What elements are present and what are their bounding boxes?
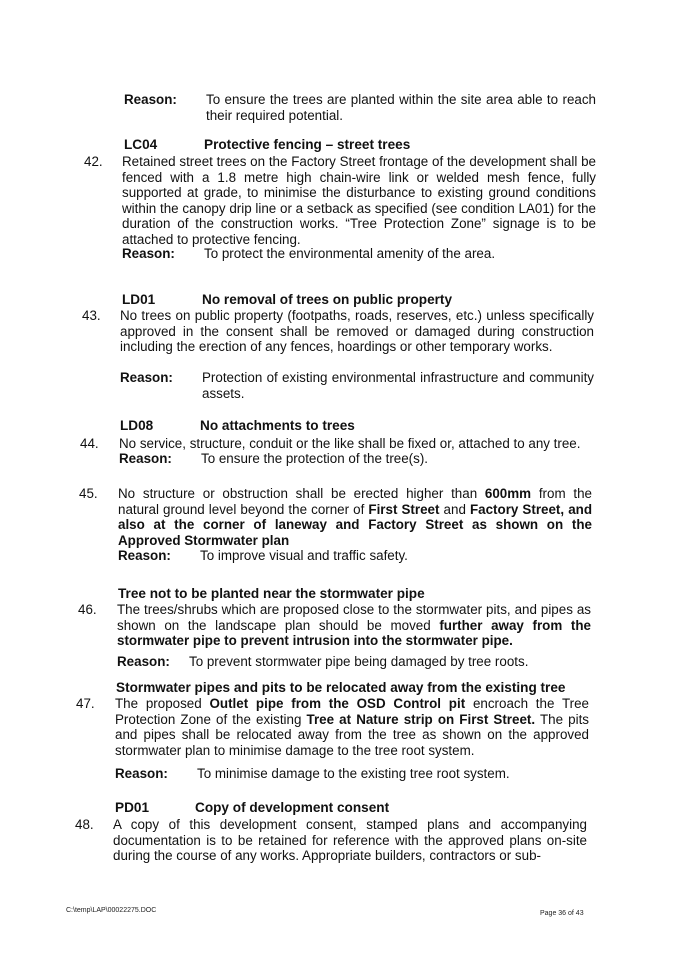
reason-label: Reason: [119,451,172,466]
condition-48-number: 48. [75,817,94,832]
reason-label: Reason: [115,766,168,781]
footer-file-path: C:\temp\LAP\00022275.DOC [66,907,157,914]
condition-43-title: No removal of trees on public property [202,292,453,307]
condition-47-body: The proposed Outlet pipe from the OSD Control pit encroach the Tree Protection Zone of the existing Tree at Nature strip on First Street. The pits and pipes shall be relocated away from the tree as shown on the approved stormwater plan to minimise damage to the tree root system. [115,696,589,758]
condition-43-heading [122,292,452,307]
condition-42-title: Protective fencing – street trees [204,137,411,152]
condition-43-code: LD01 [122,292,156,307]
condition-42-code: LC04 [124,137,158,152]
condition-46-reason [117,654,591,672]
condition-45-reason [118,548,592,566]
reason-text: To ensure the trees are planted within the site area able to reach their required potential. [206,92,596,123]
reason-label: Reason: [120,370,173,385]
reason-text: To prevent stormwater pipe being damaged by tree roots. [189,654,529,669]
condition-43-body: No trees on public property (footpaths, roads, reserves, etc.) unless specifically approved in the consent shall be removed or damaged during construction including the erection of any fences, hoardings or other temporary works. [120,308,594,355]
condition-44-body: No service, structure, conduit or the like shall be fixed or, attached to any tree. [119,436,581,451]
condition-46-body: The trees/shrubs which are proposed close to the stormwater pits, and pipes as shown on the landscape plan should be moved further away from the stormwater pipe to prevent intrusion into the stormwater pipe. [117,602,591,649]
reason-text: To ensure the protection of the tree(s). [201,451,429,466]
condition-47-reason [115,766,589,784]
condition-43-reason [120,370,594,404]
condition-44-heading [120,418,355,433]
reason-text: To minimise damage to the existing tree root system. [197,766,510,781]
reason-label: Reason: [117,654,170,669]
condition-44-number: 44. [80,436,99,451]
footer-page-number: Page 36 of 43 [540,910,584,917]
reason-text: Protection of existing environmental infrastructure and community assets. [202,370,594,401]
condition-47-heading: Stormwater pipes and pits to be relocated away from the existing tree [116,680,566,695]
condition-48-heading [115,800,389,815]
condition-44-code: LD08 [120,418,154,433]
condition-46-heading: Tree not to be planted near the stormwater pipe [118,586,425,601]
condition-42-number: 42. [84,154,103,169]
condition-48-title: Copy of development consent [195,800,390,815]
reason-top [124,92,596,126]
condition-42-body: Retained street trees on the Factory Street frontage of the development shall be fenced with a 1.8 metre high chain-wire link or welded mesh fence, fully supported at grade, to minimise the disturbance to existing ground conditions within the canopy drip line or a setback as specified (see condition LA01) for the duration of the construction works. “Tree Protection Zone” signage is to be attached to protective fencing. [122,154,596,247]
condition-46-number: 46. [78,602,97,617]
condition-45-body: No structure or obstruction shall be erected higher than 600mm from the natural ground level beyond the corner of First Street and Factory Street, and also at the corner of laneway and Factory Street as shown on the Approved Stormwater plan [118,486,592,548]
condition-42-heading [124,137,410,152]
reason-text: To improve visual and traffic safety. [200,548,408,563]
condition-47-number: 47. [76,696,95,711]
reason-label: Reason: [118,548,171,563]
condition-48-body: A copy of this development consent, stamped plans and accompanying documentation is to be retained for reference with the approved plans on-site during the course of any works. Appropriate builders, contractors or sub- [113,817,587,864]
reason-label: Reason: [124,92,177,107]
condition-48-code: PD01 [115,800,150,815]
condition-44-title: No attachments to trees [200,418,355,433]
reason-text: To protect the environmental amenity of the area. [204,246,496,261]
reason-label: Reason: [122,246,175,261]
condition-42-reason [122,246,596,264]
condition-43-number: 43. [82,308,101,323]
condition-45-number: 45. [79,486,98,501]
condition-44-reason [119,451,593,469]
